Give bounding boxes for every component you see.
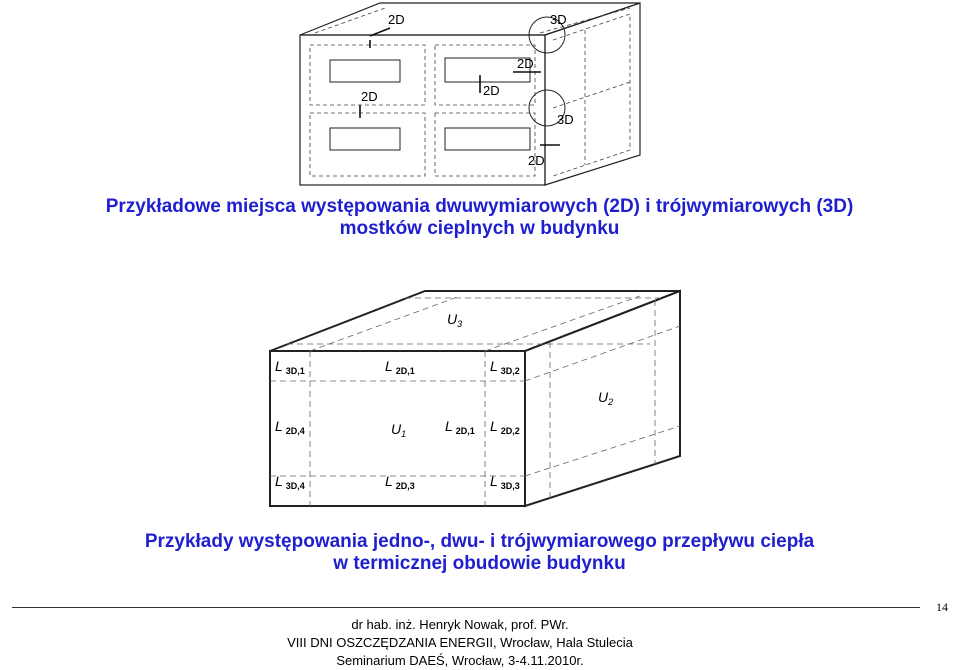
l-2d2-label: L $_{2D,2}$ xyxy=(490,418,520,436)
box-top-face xyxy=(270,291,680,351)
figure-caption xyxy=(0,531,959,575)
page-number: 14 xyxy=(936,600,948,614)
label-2d: 2D xyxy=(361,89,378,104)
thermal-envelope-box-diagram xyxy=(255,286,685,518)
u1-label: $U_1$ xyxy=(391,421,407,439)
l-3d2-label: L $_{3D,2}$ xyxy=(490,358,520,376)
l-3d4-label: L $_{3D,4}$ xyxy=(275,473,305,491)
l-2d1-label: L $_{2D,1}$ xyxy=(445,418,475,436)
thermal-bridge-building-diagram xyxy=(285,0,665,192)
footer-event: VIII DNI OSZCZĘDZANIA ENERGII, Wrocław, Hala Stulecia xyxy=(287,635,633,650)
side-face xyxy=(545,3,640,185)
footer-author: dr hab. inż. Henryk Nowak, prof. PWr. xyxy=(351,617,569,632)
u3-label: $U_3$ xyxy=(447,311,463,329)
label-2d: 2D xyxy=(388,12,405,27)
caption-line-1: Przykłady występowania jedno-, dwu- i trójwymiarowego przepływu ciepła xyxy=(144,531,815,552)
l-2d4-label: L $_{2D,4}$ xyxy=(275,418,305,436)
label-2d: 2D xyxy=(517,56,534,71)
footer-seminar: Seminarium DAEŚ, Wrocław, 3-4.11.2010r. xyxy=(336,653,584,668)
l-3d3-label: L $_{3D,3}$ xyxy=(490,473,520,491)
l-2d1-label: L $_{2D,1}$ xyxy=(385,358,415,376)
l-2d3-label: L $_{2D,3}$ xyxy=(385,473,415,491)
caption-line-2: w termicznej obudowie budynku xyxy=(333,553,626,574)
footer-divider xyxy=(12,607,920,608)
label-2d: 2D xyxy=(483,83,500,98)
u2-label: $U_2$ xyxy=(598,389,614,407)
label-2d: 2D xyxy=(528,153,545,168)
page-title xyxy=(0,196,959,240)
label-3d: 3D xyxy=(550,12,567,27)
label-3d: 3D xyxy=(557,112,574,127)
title-line-1: Przykładowe miejsca występowania dwuwymiarowych (2D) i trójwymiarowych (3D) xyxy=(105,196,854,217)
title-line-2: mostków cieplnych w budynku xyxy=(339,218,620,239)
l-3d1-label: L $_{3D,1}$ xyxy=(275,358,305,376)
